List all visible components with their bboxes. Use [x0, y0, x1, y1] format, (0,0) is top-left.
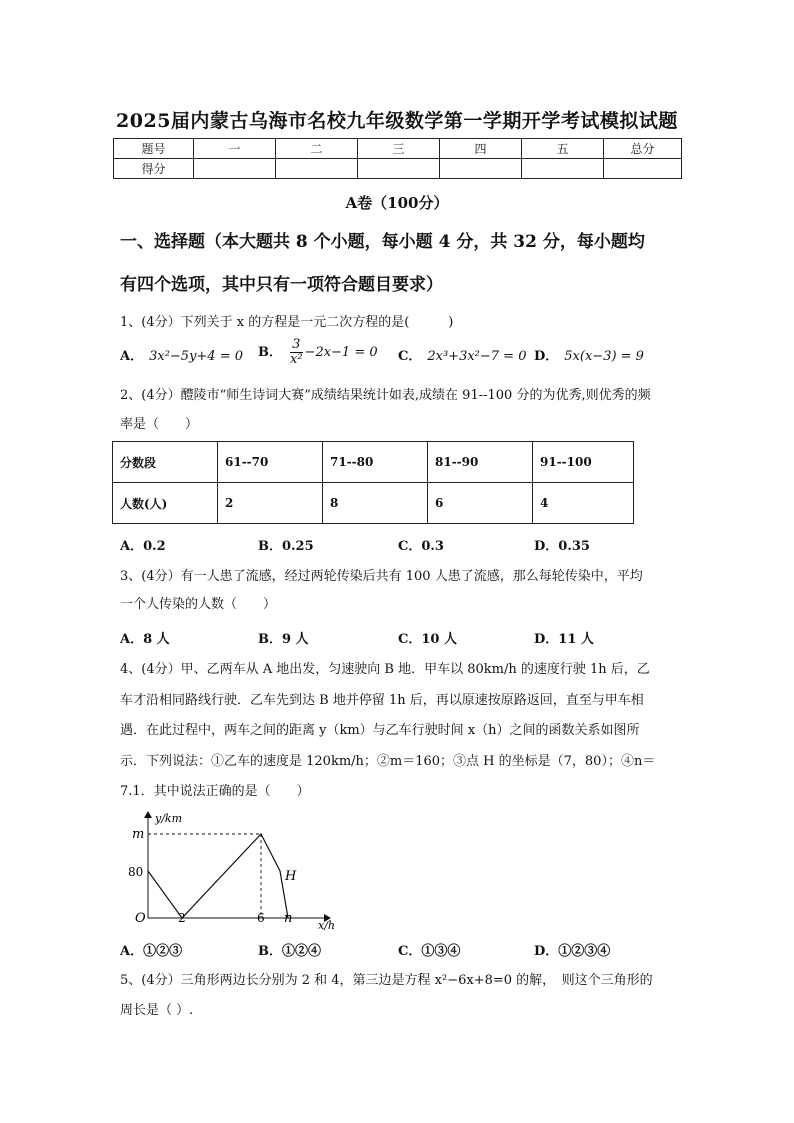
- paper-a-heading: A卷（100分）: [345, 194, 449, 212]
- score-table-score-row: [114, 159, 682, 179]
- exam-title: 2025届内蒙古乌海市名校九年级数学第一学期开学考试模拟试题: [116, 110, 678, 132]
- question-4-stem-line4: 示．下列说法：①乙车的速度是 120km/h；②m＝160；③点 H 的坐标是（7，80）；④n＝: [120, 754, 656, 769]
- score-table-header-row: [114, 139, 682, 159]
- question-4-stem-line5: 7.1．其中说法正确的是（ ）: [120, 784, 310, 799]
- score-input-cell[interactable]: [194, 159, 276, 179]
- option-expression: 2x³+3x²−7 = 0: [427, 349, 527, 364]
- option-c[interactable]: [398, 345, 526, 364]
- label-m: m: [132, 827, 145, 842]
- option-a[interactable]: A．8 人: [120, 632, 170, 647]
- score-cell: 得分: [114, 159, 194, 179]
- question-2-stem-line1: 2、(4分）醴陵市“师生诗词大赛”成绩结果统计如表,成绩在 91--100 分的为优秀,则优秀的频: [120, 388, 651, 403]
- option-expression: 5x(x−3) = 9: [564, 349, 644, 364]
- option-expression: −2x−1 = 0: [304, 345, 378, 360]
- distribution-cell: 71--80: [323, 442, 428, 483]
- origin-label: O: [135, 911, 146, 926]
- question-5-stem-line2: 周长是（ ）.: [120, 1003, 194, 1018]
- option-d[interactable]: D．11 人: [534, 632, 594, 647]
- score-cell: 三: [358, 139, 440, 159]
- score-cell: 二: [276, 139, 358, 159]
- option-b[interactable]: B．①②④: [258, 944, 321, 959]
- section-heading-line2: 有四个选项，其中只有一项符合题目要求）: [120, 275, 443, 295]
- question-1-options: [120, 337, 684, 369]
- score-input-cell[interactable]: [604, 159, 682, 179]
- option-a[interactable]: A．0.2: [120, 539, 166, 554]
- score-cell: 总分: [604, 139, 682, 159]
- distribution-cell: 分数段: [113, 442, 218, 483]
- label-n: n: [284, 911, 293, 926]
- distribution-cell: 6: [428, 483, 533, 524]
- fraction-numerator: 3: [290, 338, 303, 353]
- option-label: B．: [258, 345, 282, 360]
- option-c[interactable]: C．10 人: [398, 632, 457, 647]
- distribution-cell: 8: [323, 483, 428, 524]
- question-4-stem-line1: 4、(4分）甲、乙两车从 A 地出发，匀速驶向 B 地．甲车以 80km/h 的速度行驶 1h 后，乙: [120, 662, 650, 677]
- x-axis-label: x/h: [318, 919, 335, 932]
- option-label: C．: [398, 349, 422, 364]
- distribution-cell: 91--100: [533, 442, 634, 483]
- question-5-stem-line1: 5、(4分）三角形两边长分别为 2 和 4，第三边是方程 x²−6x+8=0 的解， 则这个三角形的: [120, 973, 653, 988]
- question-1-stem: 1、(4分）下列关于 x 的方程是一元二次方程的是( ): [120, 315, 454, 330]
- option-d[interactable]: D．0.35: [534, 539, 590, 554]
- question-2-stem-line2: 率是（ ）: [120, 417, 199, 432]
- score-input-cell[interactable]: [358, 159, 440, 179]
- option-b[interactable]: [258, 338, 378, 367]
- y-axis-label: y/km: [155, 812, 183, 825]
- distribution-cell: 61--70: [218, 442, 323, 483]
- label-2: 2: [178, 911, 186, 925]
- score-cell: 四: [440, 139, 522, 159]
- option-label: D．: [534, 349, 559, 364]
- option-label: A．: [120, 349, 144, 364]
- question-4-stem-line3: 遇．在此过程中，两车之间的距离 y（km）与乙车行驶时间 x（h）之间的函数关系如图所: [120, 723, 640, 738]
- distribution-cell: 4: [533, 483, 634, 524]
- option-c[interactable]: C．①③④: [398, 944, 461, 959]
- option-expression: 3x²−5y+4 = 0: [149, 349, 244, 364]
- option-b[interactable]: B．9 人: [258, 632, 309, 647]
- distribution-cell: 81--90: [428, 442, 533, 483]
- score-cell: 一: [194, 139, 276, 159]
- distribution-header-row: [113, 442, 634, 483]
- label-80: 80: [128, 865, 144, 879]
- option-d[interactable]: [534, 345, 644, 364]
- option-b[interactable]: B．0.25: [258, 539, 314, 554]
- question-4-stem-line2: 车才沿相同路线行驶．乙车先到达 B 地并停留 1h 后，再以原速按原路返回，直至与甲车相: [120, 693, 644, 708]
- score-input-cell[interactable]: [522, 159, 604, 179]
- option-c[interactable]: C．0.3: [398, 539, 444, 554]
- distribution-count-row: [113, 483, 634, 524]
- fraction: [290, 338, 303, 367]
- option-d[interactable]: D．①②③④: [534, 944, 611, 959]
- section-heading-line1: 一、选择题（本大题共 8 个小题，每小题 4 分，共 32 分，每小题均: [120, 232, 645, 252]
- question-2-options: [120, 535, 684, 559]
- fraction-denominator: x²: [290, 352, 303, 367]
- score-input-cell[interactable]: [276, 159, 358, 179]
- option-a[interactable]: [120, 345, 243, 364]
- question-3-options: [120, 628, 684, 652]
- question-4-options: [120, 940, 684, 964]
- question-3-stem-line2: 一个人传染的人数（ ）: [120, 597, 277, 612]
- label-h: H: [285, 869, 297, 884]
- score-cell: 五: [522, 139, 604, 159]
- option-a[interactable]: A．①②③: [120, 944, 183, 959]
- score-input-cell[interactable]: [440, 159, 522, 179]
- score-table: [113, 138, 682, 179]
- distance-time-graph: [118, 808, 343, 932]
- distribution-cell: 2: [218, 483, 323, 524]
- distribution-cell: 人数(人): [113, 483, 218, 524]
- label-6: 6: [257, 911, 265, 925]
- score-cell: 题号: [114, 139, 194, 159]
- score-distribution-table: [112, 441, 634, 524]
- question-3-stem-line1: 3、(4分）有一人患了流感，经过两轮传染后共有 100 人患了流感，那么每轮传染中，平均: [120, 569, 643, 584]
- distance-curve: [148, 834, 288, 918]
